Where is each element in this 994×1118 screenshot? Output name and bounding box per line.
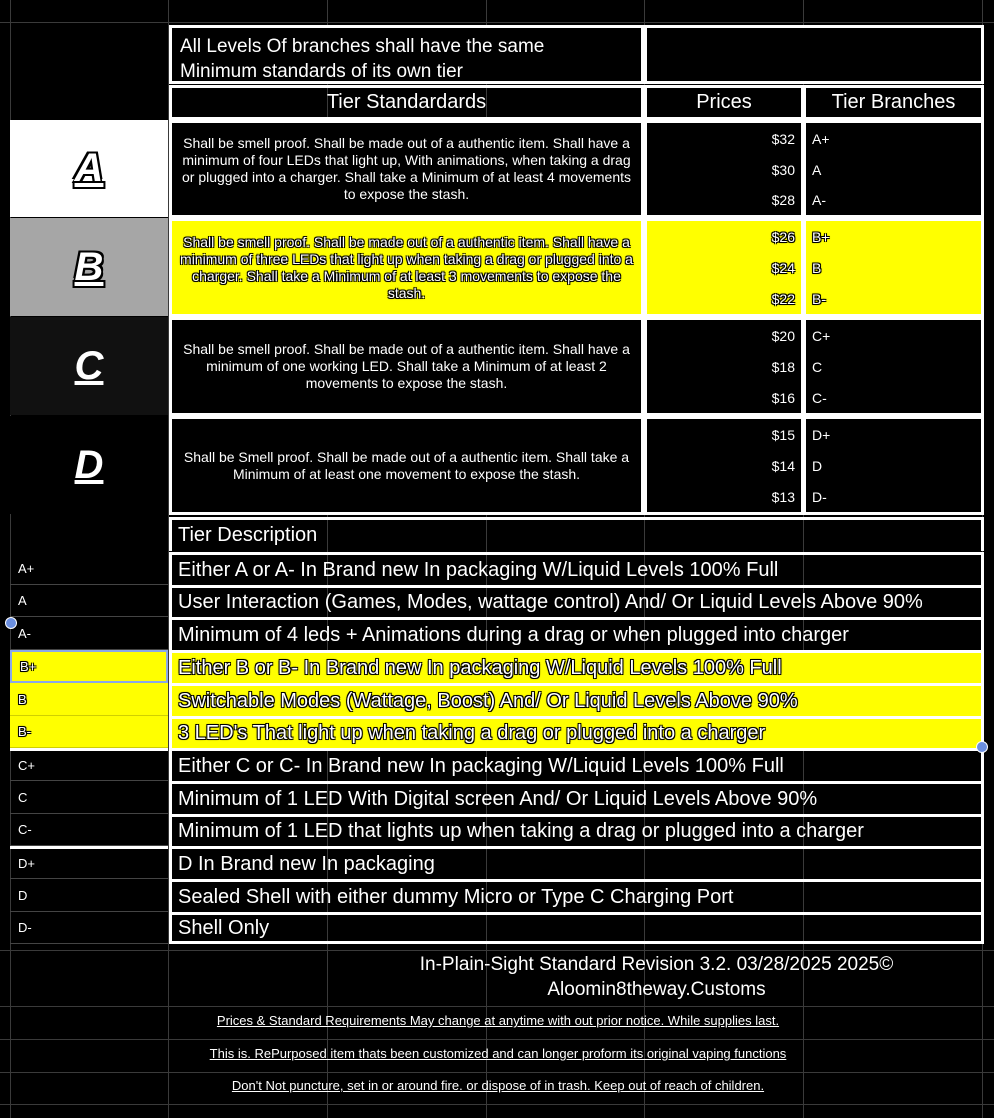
tier-b-branches-cell[interactable] [803, 218, 984, 317]
description-row-text[interactable]: Either A or A- In Brand new In packaging W/Liquid Levels 100% Full [169, 552, 984, 585]
selection-handle-end[interactable] [976, 741, 988, 753]
branch-a: A [812, 161, 822, 178]
tier-a-letter-cell[interactable] [10, 120, 168, 217]
column-header-standards-label: Tier Standardards [326, 91, 487, 113]
tier-d-letter-cell[interactable] [10, 416, 168, 514]
description-row-label[interactable]: D+ [10, 846, 168, 879]
brand-text: Aloomin8theway.Customs [547, 979, 766, 1000]
description-row-text[interactable]: Sealed Shell with either dummy Micro or Type C Charging Port [169, 879, 984, 912]
price-c-plus: $20 [771, 327, 795, 344]
tier-d-branches-cell[interactable] [803, 416, 984, 515]
description-row-label[interactable]: B+ [10, 650, 168, 683]
branch-c: C [812, 358, 823, 375]
branch-b: B [812, 259, 822, 276]
tier-description-header[interactable] [169, 517, 984, 551]
price-c-minus: $16 [771, 389, 795, 406]
price-b: $24 [771, 259, 795, 276]
price-a-plus: $32 [771, 130, 795, 147]
tier-c-standard-text: Shall be smell proof. Shall be made out of a authentic item. Shall have a minimum of one working LED. Shall take a Minimum of at least 2 movements to expose the stash. [183, 341, 630, 391]
column-header-prices-label: Prices [696, 91, 752, 113]
tier-description-header-label: Tier Description [178, 524, 318, 546]
branch-a-plus: A+ [812, 130, 830, 147]
tier-c-prices-cell[interactable] [644, 317, 804, 416]
description-row-label[interactable]: A- [10, 617, 168, 650]
description-row-label[interactable]: C [10, 781, 168, 814]
revision-text: In-Plain-Sight Standard Revision 3.2. 03/28/2025 2025© [419, 954, 894, 975]
tier-d-standard-text: Shall be Smell proof. Shall be made out of a authentic item. Shall take a Minimum of at least one movement to expose the stash. [183, 448, 630, 482]
description-row-label[interactable]: D [10, 879, 168, 912]
description-row-text[interactable]: Minimum of 1 LED that lights up when taking a drag or plugged into a charger [169, 814, 984, 846]
price-a: $30 [771, 161, 795, 178]
grid-line [0, 1104, 994, 1105]
price-d-minus: $13 [771, 488, 795, 505]
tier-b-prices-cell[interactable] [644, 218, 804, 317]
price-c: $18 [771, 358, 795, 375]
price-d: $14 [771, 457, 795, 474]
description-row-label[interactable]: A [10, 585, 168, 617]
branch-b-minus: B- [812, 290, 826, 307]
footer-notice-prices: Prices & Standard Requirements May change at anytime with out prior notice. While supplies last. [216, 1013, 780, 1028]
header-empty-cell[interactable] [644, 25, 984, 84]
column-header-branches-label: Tier Branches [831, 91, 956, 113]
selection-handle-start[interactable] [5, 617, 17, 629]
branches-note-line2: Minimum standards of its own tier [180, 61, 463, 82]
tier-a-standard-text: Shall be smell proof. Shall be made out of a authentic item. Shall have a minimum of four LEDs that light up, With animations, when taking a drag or plugged into a charger. Shall take a Minimum of at least 4 movements to expose the stash. [181, 135, 631, 202]
price-b-plus: $26 [771, 228, 795, 245]
tier-a-branches-cell[interactable] [803, 120, 984, 218]
description-row-label[interactable]: A+ [10, 552, 168, 585]
description-row-label[interactable]: C+ [10, 748, 168, 781]
tier-b-standard-cell[interactable] [169, 218, 644, 317]
description-row-text[interactable]: 3 LED's That light up when taking a drag or plugged into a charger [169, 716, 984, 748]
description-row-label[interactable]: B- [10, 716, 168, 748]
tier-c-letter-cell[interactable] [10, 317, 168, 415]
description-row-text[interactable]: D In Brand new In packaging [169, 846, 984, 879]
tier-b-letter-cell[interactable] [10, 218, 168, 316]
tier-a-letter: A [74, 146, 104, 190]
description-row-text[interactable]: Either C or C- In Brand new In packaging W/Liquid Levels 100% Full [169, 748, 984, 781]
grid-line [0, 1039, 994, 1040]
tier-b-letter: B [74, 244, 104, 289]
branch-d-minus: D- [812, 488, 827, 505]
description-row-label[interactable]: D- [10, 912, 168, 944]
branch-c-plus: C+ [812, 327, 831, 344]
branch-b-plus: B+ [812, 228, 830, 245]
footer-notice-safety: Don't Not puncture, set in or around fire. or dispose of in trash. Keep out of reach of children. [231, 1078, 765, 1093]
description-row-text[interactable]: Minimum of 1 LED With Digital screen And/ Or Liquid Levels Above 90% [169, 781, 984, 814]
footer-notice-repurposed: This is. RePurposed item thats been customized and can longer proform its original vaping functions [209, 1046, 787, 1061]
branches-note-cell[interactable] [169, 25, 644, 84]
tier-c-branches-cell[interactable] [803, 317, 984, 416]
tier-d-standard-cell[interactable] [169, 416, 644, 515]
price-b-minus: $22 [771, 290, 795, 307]
column-header-standards[interactable] [169, 85, 644, 120]
grid-line [0, 22, 994, 23]
description-row-label[interactable]: C- [10, 814, 168, 846]
description-row-text[interactable]: Switchable Modes (Wattage, Boost) And/ Or Liquid Levels Above 90% [169, 683, 984, 716]
branches-note-line1: All Levels Of branches shall have the same [180, 36, 545, 57]
description-row-text[interactable]: Shell Only [169, 912, 984, 944]
price-a-minus: $28 [771, 192, 795, 208]
branch-a-minus: A- [812, 192, 826, 208]
column-header-branches[interactable] [803, 85, 984, 120]
tier-b-standard-text: Shall be smell proof. Shall be made out of a authentic item. Shall have a minimum of three LEDs that light up when taking a drag or plugged into a charger. Shall take a Minimum of at least 3 movements to expose the stash. [180, 233, 633, 301]
tier-a-standard-cell[interactable] [169, 120, 644, 218]
tier-c-standard-cell[interactable] [169, 317, 644, 416]
description-row-text[interactable]: Either B or B- In Brand new In packaging W/Liquid Levels 100% Full [169, 650, 984, 683]
branch-d-plus: D+ [812, 426, 831, 443]
branch-d: D [812, 457, 823, 474]
grid-line [0, 1006, 994, 1007]
tier-d-prices-cell[interactable] [644, 416, 804, 515]
tier-a-prices-cell[interactable] [644, 120, 804, 218]
price-d-plus: $15 [771, 426, 795, 443]
column-header-prices[interactable] [644, 85, 804, 120]
description-row-text[interactable]: Minimum of 4 leds + Animations during a drag or when plugged into charger [169, 617, 984, 650]
branch-c-minus: C- [812, 389, 827, 406]
tier-d-letter: D [74, 442, 104, 487]
grid-line [0, 1072, 994, 1073]
description-row-text[interactable]: User Interaction (Games, Modes, wattage control) And/ Or Liquid Levels Above 90% [169, 585, 984, 617]
description-row-label[interactable]: B [10, 683, 168, 716]
tier-c-letter: C [74, 343, 104, 388]
revision-cell[interactable] [169, 950, 984, 1006]
